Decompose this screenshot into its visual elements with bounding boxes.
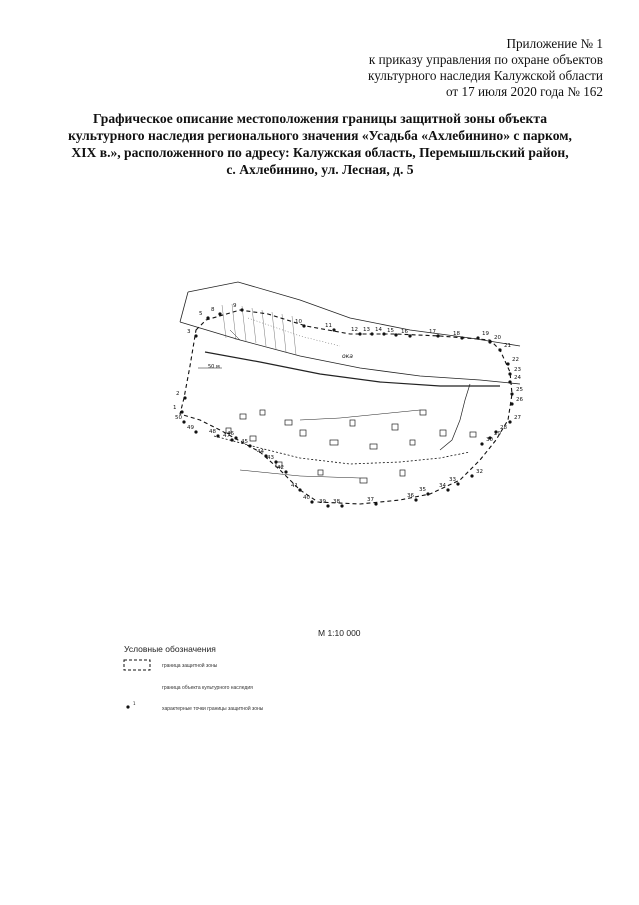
boundary-point-label-47: 47: [223, 433, 230, 439]
boundary-point-label-28: 28: [500, 425, 507, 431]
boundary-point-label-13: 13: [363, 327, 370, 333]
boundary-point-42: [284, 470, 287, 473]
boundary-point-label-11: 11: [325, 323, 332, 329]
boundary-point-label-12: 12: [351, 327, 358, 333]
boundary-point-label-34: 34: [439, 483, 446, 489]
boundary-point-35: [426, 492, 429, 495]
boundary-point-40: [310, 500, 313, 503]
boundary-point-11: [332, 328, 335, 331]
legend-title: Условные обозначения: [124, 644, 216, 654]
boundary-point-47: [230, 438, 233, 441]
boundary-point-label-49: 49: [187, 425, 194, 431]
houses: [226, 410, 476, 483]
boundary-point-label-14: 14: [375, 327, 382, 333]
boundary-point-41: [298, 488, 301, 491]
boundary-point-2: [183, 396, 186, 399]
boundary-point-21: [498, 348, 501, 351]
boundary-point-5: [206, 316, 209, 319]
boundary-point-30: [480, 442, 483, 445]
boundary-point-8: [218, 312, 221, 315]
boundary-point-24: [508, 380, 511, 383]
appendix-line: к приказу управления по охране объектов: [368, 52, 603, 67]
appendix-line: от 17 июля 2020 года № 162: [446, 84, 603, 99]
boundary-point-label-20: 20: [494, 335, 501, 341]
boundary-point-label-50: 50: [175, 415, 182, 421]
title-line: культурного наследия регионального значения «Усадьба «Ахлебинино» с парком,: [68, 128, 572, 143]
boundary-point-label-10: 10: [295, 319, 302, 325]
heritage-object-boundary: [214, 436, 470, 464]
boundary-point-label-21: 21: [504, 343, 511, 349]
boundary-point-label-5: 5: [199, 311, 203, 317]
boundary-point-20: [488, 340, 491, 343]
boundary-point-label-29: 29: [494, 431, 501, 437]
boundary-point-label-39: 39: [319, 499, 326, 505]
boundary-point-label-44: 44: [257, 449, 264, 455]
boundary-point-label-48: 48: [209, 429, 216, 435]
boundary-point-37: [374, 502, 377, 505]
boundary-point-label-1: 1: [173, 405, 177, 411]
boundary-point-label-17: 17: [429, 329, 436, 335]
boundary-point-49: [194, 430, 197, 433]
boundary-point-34: [446, 488, 449, 491]
boundary-point-18: [460, 336, 463, 339]
boundary-point-label-43: 43: [267, 455, 274, 461]
boundary-point-32: [470, 474, 473, 477]
boundary-point-38: [340, 504, 343, 507]
appendix-line: Приложение № 1: [506, 36, 603, 51]
boundary-point-26: [510, 402, 513, 405]
boundary-point-27: [508, 420, 511, 423]
boundary-point-label-46: 46: [227, 431, 234, 437]
boundary-point-label-23: 23: [514, 367, 521, 373]
boundary-point-label-9: 9: [233, 303, 237, 309]
boundary-point-46: [234, 436, 237, 439]
boundary-point-label-18: 18: [453, 331, 460, 337]
boundary-point-14: [382, 332, 385, 335]
legend-item-zone-boundary: граница защитной зоны: [162, 663, 218, 669]
boundary-point-label-36: 36: [407, 493, 414, 499]
boundary-point-19: [476, 336, 479, 339]
boundary-point-label-8: 8: [211, 307, 215, 313]
boundary-point-33: [456, 482, 459, 485]
boundary-point-label-26: 26: [516, 397, 523, 403]
scale-label: М 1:10 000: [318, 628, 361, 638]
boundary-point-label-37: 37: [367, 497, 374, 503]
boundary-point-22: [506, 362, 509, 365]
boundary-point-label-30: 30: [486, 437, 493, 443]
boundary-point-17: [436, 334, 439, 337]
boundary-point-39: [326, 504, 329, 507]
boundary-point-label-16: 16: [401, 329, 408, 335]
boundary-point-13: [370, 332, 373, 335]
title-line: с. Ахлебинино, ул. Лесная, д. 5: [226, 162, 414, 177]
legend-point-symbol: [126, 705, 129, 708]
boundary-point-label-38: 38: [333, 499, 340, 505]
legend-point-number: 1: [133, 701, 136, 706]
boundary-point-label-33: 33: [449, 477, 456, 483]
boundary-point-label-2: 2: [176, 391, 180, 397]
river-bank: [180, 282, 520, 478]
boundary-point-3: [194, 334, 197, 337]
boundary-point-50: [182, 420, 185, 423]
boundary-point-label-22: 22: [512, 357, 519, 363]
boundary-point-25: [510, 392, 513, 395]
boundary-point-36: [414, 498, 417, 501]
legend-item-characteristic-points: характерные точки границы защитной зоны: [162, 706, 264, 712]
boundary-point-label-15: 15: [387, 328, 394, 334]
boundary-point-label-42: 42: [277, 465, 284, 471]
boundary-point-1: [180, 410, 183, 413]
boundary-point-9: [240, 308, 243, 311]
boundary-point-label-45: 45: [241, 439, 248, 445]
boundary-point-label-41: 41: [291, 483, 298, 489]
boundary-point-48: [216, 434, 219, 437]
boundary-point-label-35: 35: [419, 487, 426, 493]
boundary-point-label-3: 3: [187, 329, 191, 335]
boundary-point-label-25: 25: [516, 387, 523, 393]
boundary-point-label-27: 27: [514, 415, 521, 421]
boundary-point-15: [394, 333, 397, 336]
distance-label: 50 м: [208, 364, 220, 370]
boundary-point-label-19: 19: [482, 331, 489, 337]
boundary-point-label-40: 40: [303, 495, 310, 501]
boundary-point-label-24: 24: [514, 375, 521, 381]
legend-zone-symbol: [124, 660, 150, 670]
river-label: ока: [342, 353, 353, 360]
boundary-point-10: [302, 324, 305, 327]
boundary-point-16: [408, 334, 411, 337]
boundary-point-45: [248, 444, 251, 447]
boundary-point-12: [358, 332, 361, 335]
legend-item-object-boundary: граница объекта культурного наследия: [162, 685, 253, 691]
appendix-line: культурного наследия Калужской области: [368, 68, 603, 83]
boundary-point-43: [274, 460, 277, 463]
boundary-point-label-32: 32: [476, 469, 483, 475]
title-line: Графическое описание местоположения границы защитной зоны объекта: [92, 111, 548, 126]
title-line: XIX в.», расположенного по адресу: Калужская область, Перемышльский район,: [71, 145, 569, 160]
boundary-point-23: [508, 372, 511, 375]
